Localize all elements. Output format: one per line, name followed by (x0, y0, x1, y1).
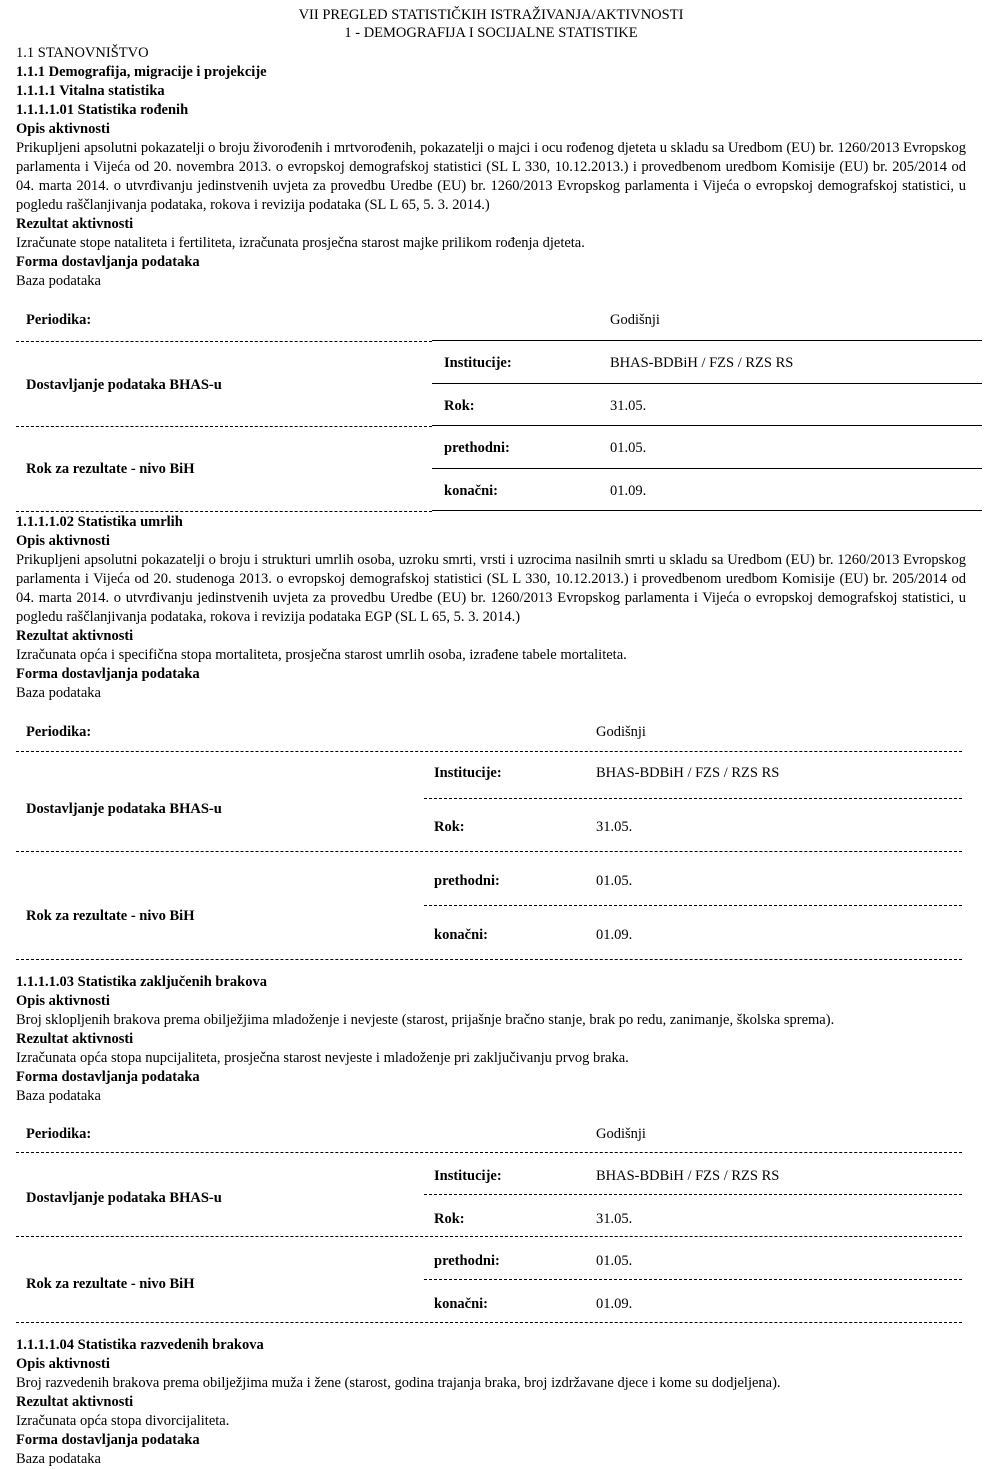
institucije-label: Institucije: (444, 355, 512, 371)
divider (424, 1279, 962, 1280)
divider (16, 1322, 962, 1323)
divider (424, 905, 962, 906)
divider (16, 751, 962, 752)
rezultat-heading: Rezultat aktivnosti (16, 628, 134, 644)
rezultat-text: Izračunata opća stopa divorcijaliteta. (16, 1413, 230, 1429)
opis-text: Broj sklopljenih brakova prema obilježjima mladoženje i nevjeste (starost, prijašnje bračno stanje, brak po redu, zanimanje, školska sprema). (16, 1012, 835, 1028)
opis-text: Prikupljeni apsolutni pokazatelji o broju i strukturi umrlih osoba, uzroku smrti, vrsti i uzrocima nasilnih smrti u skladu sa Uredbom (EU) br. 1260/2013 Evropskog parlamenta i Vijeća od 20. studenoga 2013. o evropskoj demografskoj statistici (SL L 330, 10.12.2013.) i provedbenom uredbom Komisije (EU) br. 205/2014 od 04. marta 2014. o utvrđivanju jedinstvenih uvjeta za provedbu Uredbe (EU) br. 1260/2013 Evropskog parlamenta i Vijeća o evropskoj demografskoj statistici, u pogledu raščlanjivanja podataka, rokova i revizija podataka EGP (SL L 65, 5. 3. 2014.) (16, 552, 966, 625)
divider (424, 798, 962, 799)
section-heading: 1.1 STANOVNIŠTVO (16, 45, 149, 61)
divider (16, 511, 432, 512)
divider (16, 341, 432, 342)
institucije-value: BHAS-BDBiH / FZS / RZS RS (610, 355, 794, 371)
document-title-line1: VII PREGLED STATISTIČKIH ISTRAŽIVANJA/AKTIVNOSTI (298, 7, 684, 23)
opis-heading: Opis aktivnosti (16, 533, 110, 549)
rok-rezultati-label: Rok za rezultate - nivo BiH (26, 1276, 195, 1292)
prethodni-label: prethodni: (444, 440, 510, 456)
divider (432, 340, 982, 341)
opis-heading: Opis aktivnosti (16, 121, 110, 137)
institucije-label: Institucije: (434, 1168, 502, 1184)
konacni-value: 01.09. (596, 927, 633, 943)
rezultat-heading: Rezultat aktivnosti (16, 216, 134, 232)
periodika-label: Periodika: (26, 312, 92, 328)
rezultat-text: Izračunate stope nataliteta i fertiliteta, izračunata prosječna starost majke prilikom rođenja djeteta. (16, 235, 585, 251)
konacni-label: konačni: (444, 483, 498, 499)
rok-label: Rok: (434, 1211, 465, 1227)
divider (16, 1236, 962, 1237)
rezultat-text: Izračunata opća i specifična stopa mortaliteta, prosječna starost umrlih osoba, izrađene tabele mortaliteta. (16, 647, 627, 663)
rok-value: 31.05. (610, 398, 647, 414)
opis-heading: Opis aktivnosti (16, 993, 110, 1009)
forma-heading: Forma dostavljanja podataka (16, 1432, 200, 1448)
item-title: 1.1.1.1.04 Statistika razvedenih brakova (16, 1337, 264, 1353)
document-page (16, 6, 966, 1469)
periodika-label: Periodika: (26, 1126, 92, 1142)
forma-text: Baza podataka (16, 685, 101, 701)
konacni-value: 01.09. (596, 1296, 633, 1312)
divider (16, 959, 962, 960)
periodika-value: Godišnji (596, 724, 646, 740)
prethodni-value: 01.05. (596, 1253, 633, 1269)
periodika-value: Godišnji (596, 1126, 646, 1142)
institucije-label: Institucije: (434, 765, 502, 781)
forma-heading: Forma dostavljanja podataka (16, 1069, 200, 1085)
schedule-table (16, 703, 984, 973)
item-title: 1.1.1.1.01 Statistika rođenih (16, 102, 189, 118)
forma-text: Baza podataka (16, 273, 101, 289)
rezultat-text: Izračunata opća stopa nupcijaliteta, prosječna starost nevjeste i mladoženje pri zaključivanju prvog braka. (16, 1050, 629, 1066)
institucije-value: BHAS-BDBiH / FZS / RZS RS (596, 765, 780, 781)
forma-heading: Forma dostavljanja podataka (16, 666, 200, 682)
prethodni-value: 01.05. (596, 873, 633, 889)
prethodni-value: 01.05. (610, 440, 647, 456)
opis-text: Prikupljeni apsolutni pokazatelji o broju živorođenih i mrtvorođenih, pokazatelji o majci i ocu rođenog djeteta u skladu sa Uredbom (EU) br. 1260/2013 Evropskog parlamenta i Vijeća od 20. novembra 2013. o evropskoj demografskoj statistici (SL L 330, 10.12.2013.) i provedbenom uredbom Komisije (EU) br. 205/2014 od 04. marta 2014. o utvrđivanju jedinstvenih uvjeta za provedbu Uredbe (EU) br. 1260/2013 Evropskog parlamenta i Vijeća o evropskoj demografskoj statistici, u pogledu raščlanjivanja podataka, rokova i revizija podataka (SL L 65, 5. 3. 2014.) (16, 140, 966, 213)
prethodni-label: prethodni: (434, 1253, 500, 1269)
document-title-line2: 1 - DEMOGRAFIJA I SOCIJALNE STATISTIKE (344, 25, 638, 41)
item-title: 1.1.1.1.02 Statistika umrlih (16, 514, 183, 530)
divider (16, 851, 962, 852)
rok-rezultati-label: Rok za rezultate - nivo BiH (26, 461, 195, 477)
opis-heading: Opis aktivnosti (16, 1356, 110, 1372)
rok-rezultati-label: Rok za rezultate - nivo BiH (26, 908, 195, 924)
dostavljanje-label: Dostavljanje podataka BHAS-u (26, 377, 222, 393)
konacni-label: konačni: (434, 1296, 488, 1312)
rok-label: Rok: (434, 819, 465, 835)
rezultat-heading: Rezultat aktivnosti (16, 1031, 134, 1047)
schedule-table (16, 1106, 984, 1336)
rok-value: 31.05. (596, 1211, 633, 1227)
forma-heading: Forma dostavljanja podataka (16, 254, 200, 270)
periodika-value: Godišnji (610, 312, 660, 328)
opis-text: Broj razvedenih brakova prema obilježjima muža i žene (starost, godina trajanja braka, broj izdržavane djece i kome su dodjeljena). (16, 1375, 781, 1391)
item-title: 1.1.1.1.03 Statistika zaključenih brakova (16, 974, 267, 990)
subsection-heading: 1.1.1 Demografija, migracije i projekcije (16, 64, 267, 80)
konacni-value: 01.09. (610, 483, 647, 499)
institucije-value: BHAS-BDBiH / FZS / RZS RS (596, 1168, 780, 1184)
rezultat-heading: Rezultat aktivnosti (16, 1394, 134, 1410)
periodika-label: Periodika: (26, 724, 92, 740)
divider (432, 510, 982, 511)
divider (424, 1194, 962, 1195)
prethodni-label: prethodni: (434, 873, 500, 889)
dostavljanje-label: Dostavljanje podataka BHAS-u (26, 801, 222, 817)
subsubsection-heading: 1.1.1.1 Vitalna statistika (16, 83, 165, 99)
schedule-table (16, 291, 984, 513)
dostavljanje-label: Dostavljanje podataka BHAS-u (26, 1190, 222, 1206)
rok-value: 31.05. (596, 819, 633, 835)
divider (432, 383, 982, 384)
divider (16, 1152, 962, 1153)
divider (432, 468, 982, 469)
forma-text: Baza podataka (16, 1451, 101, 1467)
konacni-label: konačni: (434, 927, 488, 943)
divider (432, 425, 982, 426)
rok-label: Rok: (444, 398, 475, 414)
divider (16, 426, 432, 427)
forma-text: Baza podataka (16, 1088, 101, 1104)
